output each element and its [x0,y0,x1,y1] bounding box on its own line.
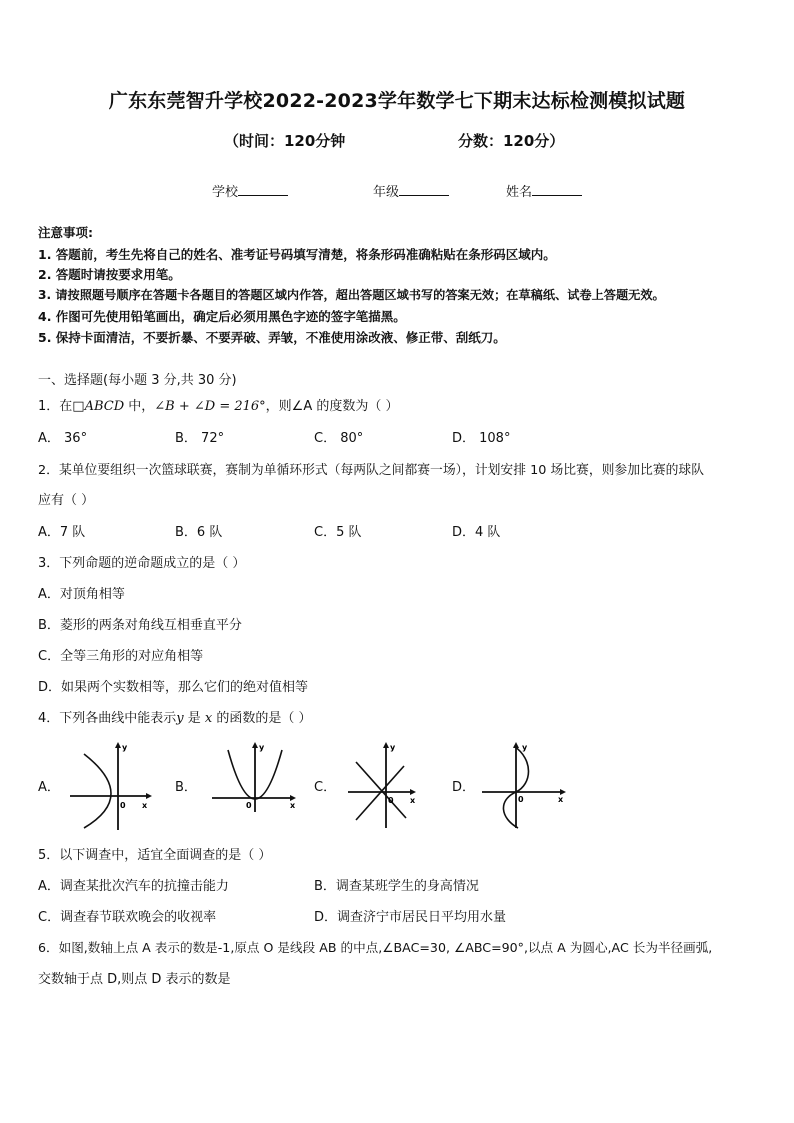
q1-mid: 中， [124,399,155,414]
q4-graph-c[interactable] [344,740,429,832]
q4-option-c[interactable]: C． [314,780,337,795]
q1-option-b[interactable]: B． 72° [175,431,225,446]
q4-var-y: y [176,711,184,726]
q2-line1: 2．某单位要组织一次篮球联赛，赛制为单循环形式（每两队之间都赛一场），计划安排 10 场比赛，则参加比赛的球队 [38,463,705,478]
q1-option-c[interactable]: C． 80° [314,431,364,446]
q4-stem-a: 4．下列各曲线中能表示 [38,711,177,726]
graph-d-origin: 0 [518,795,524,804]
page-title: 广东东莞智升学校2022-2023学年数学七下期末达标检测模拟试题 [108,90,686,112]
q1-expr: ∠B + ∠D = 216° [154,399,266,414]
name-blank[interactable] [532,183,582,196]
graph-b-x-label: x [290,801,296,810]
graph-c-y-label: y [390,743,396,752]
school-blank[interactable] [238,183,288,196]
notice-item: 3. 请按照题号顺序在答题卡各题目的答题区域内作答，超出答题区域书写的答案无效；在草稿纸、试卷上答题无效。 [38,288,665,302]
graph-c-origin: 0 [388,796,394,805]
q5-stem: 5．以下调查中，适宜全面调查的是（ ） [38,848,272,863]
notice-item: 2. 答题时请按要求用笔。 [38,267,181,282]
graph-a-x-label: x [142,801,148,810]
grade-field [373,181,449,200]
graph-b-origin: 0 [246,801,252,810]
grade-label: 年级 [373,185,400,200]
notice-item: 1. 答题前，考生先将自己的姓名、准考证号码填写清楚，将条形码准确粘贴在条形码区域内。 [38,247,556,262]
q6-line1: 6．如图,数轴上点 A 表示的数是-1,原点 O 是线段 AB 的中点,∠BAC=30, ∠ABC=90°,以点 A 为圆心,AC 长为半径画弧, [38,940,713,955]
q3-option-d[interactable]: D．如果两个实数相等，那么它们的绝对值相等 [38,680,309,695]
q4-stem-c: 的函数的是（ ） [212,711,312,726]
q1-shape: ABCD [84,399,125,414]
exam-score: 分数：120分） [458,132,565,150]
school-field [212,181,288,200]
q5-option-a[interactable]: A．调查某批次汽车的抗撞击能力 [38,879,229,894]
q5-option-b[interactable]: B．调查某班学生的身高情况 [314,879,479,894]
name-label: 姓名 [506,185,533,200]
q4-graph-b[interactable] [208,740,303,832]
q1-prefix: 1．在 [38,399,73,414]
q4-graph-d[interactable] [478,738,578,832]
q1-option-d[interactable]: D． 108° [452,431,511,446]
graph-d-y-label: y [522,743,528,752]
q3-stem: 3．下列命题的逆命题成立的是（ ） [38,556,246,571]
q2-option-d[interactable]: D．4 队 [452,525,501,540]
grade-blank[interactable] [399,183,449,196]
q4-stem [38,707,312,726]
graph-a-origin: 0 [120,801,126,810]
graph-b-y-label: y [259,743,265,752]
q4-var-x: x [204,711,213,726]
exam-time: （时间：120分钟 [224,132,346,150]
school-label: 学校 [212,185,239,200]
notice-item: 5. 保持卡面清洁，不要折暴、不要弄破、弄皱，不准使用涂改液、修正带、刮纸刀。 [38,330,506,345]
q4-option-d[interactable]: D． [452,780,476,795]
section-heading: 一、选择题(每小题 3 分,共 30 分) [38,373,237,388]
q4-graph-a[interactable] [66,740,156,832]
notice-item: 4. 作图可先使用铅笔画出，确定后必须用黑色字迹的签字笔描黑。 [38,309,406,324]
q2-line2: 应有（ ） [38,493,95,508]
question-1 [38,395,398,414]
graph-d-x-label: x [558,795,564,804]
q6-line2: 交数轴于点 D,则点 D 表示的数是 [38,972,231,987]
q5-option-d[interactable]: D．调查济宁市居民日平均用水量 [314,910,507,925]
q3-option-c[interactable]: C．全等三角形的对应角相等 [38,649,204,664]
name-field [506,181,582,200]
q1-suffix: ，则∠A 的度数为（ ） [265,399,399,414]
notice-heading: 注意事项: [38,225,93,240]
q2-option-a[interactable]: A．7 队 [38,525,86,540]
q1-option-a[interactable]: A． 36° [38,431,88,446]
parallelogram-symbol: □ [72,399,85,414]
q2-option-b[interactable]: B．6 队 [175,525,223,540]
q3-option-b[interactable]: B．菱形的两条对角线互相垂直平分 [38,618,242,633]
q4-option-b[interactable]: B． [175,780,197,795]
q2-option-c[interactable]: C．5 队 [314,525,362,540]
q3-option-a[interactable]: A．对顶角相等 [38,587,125,602]
graph-c-x-label: x [410,796,416,805]
q4-option-a[interactable]: A． [38,780,60,795]
q5-option-c[interactable]: C．调查春节联欢晚会的收视率 [38,910,217,925]
graph-a-y-label: y [122,743,128,752]
q4-stem-b: 是 [183,711,205,726]
